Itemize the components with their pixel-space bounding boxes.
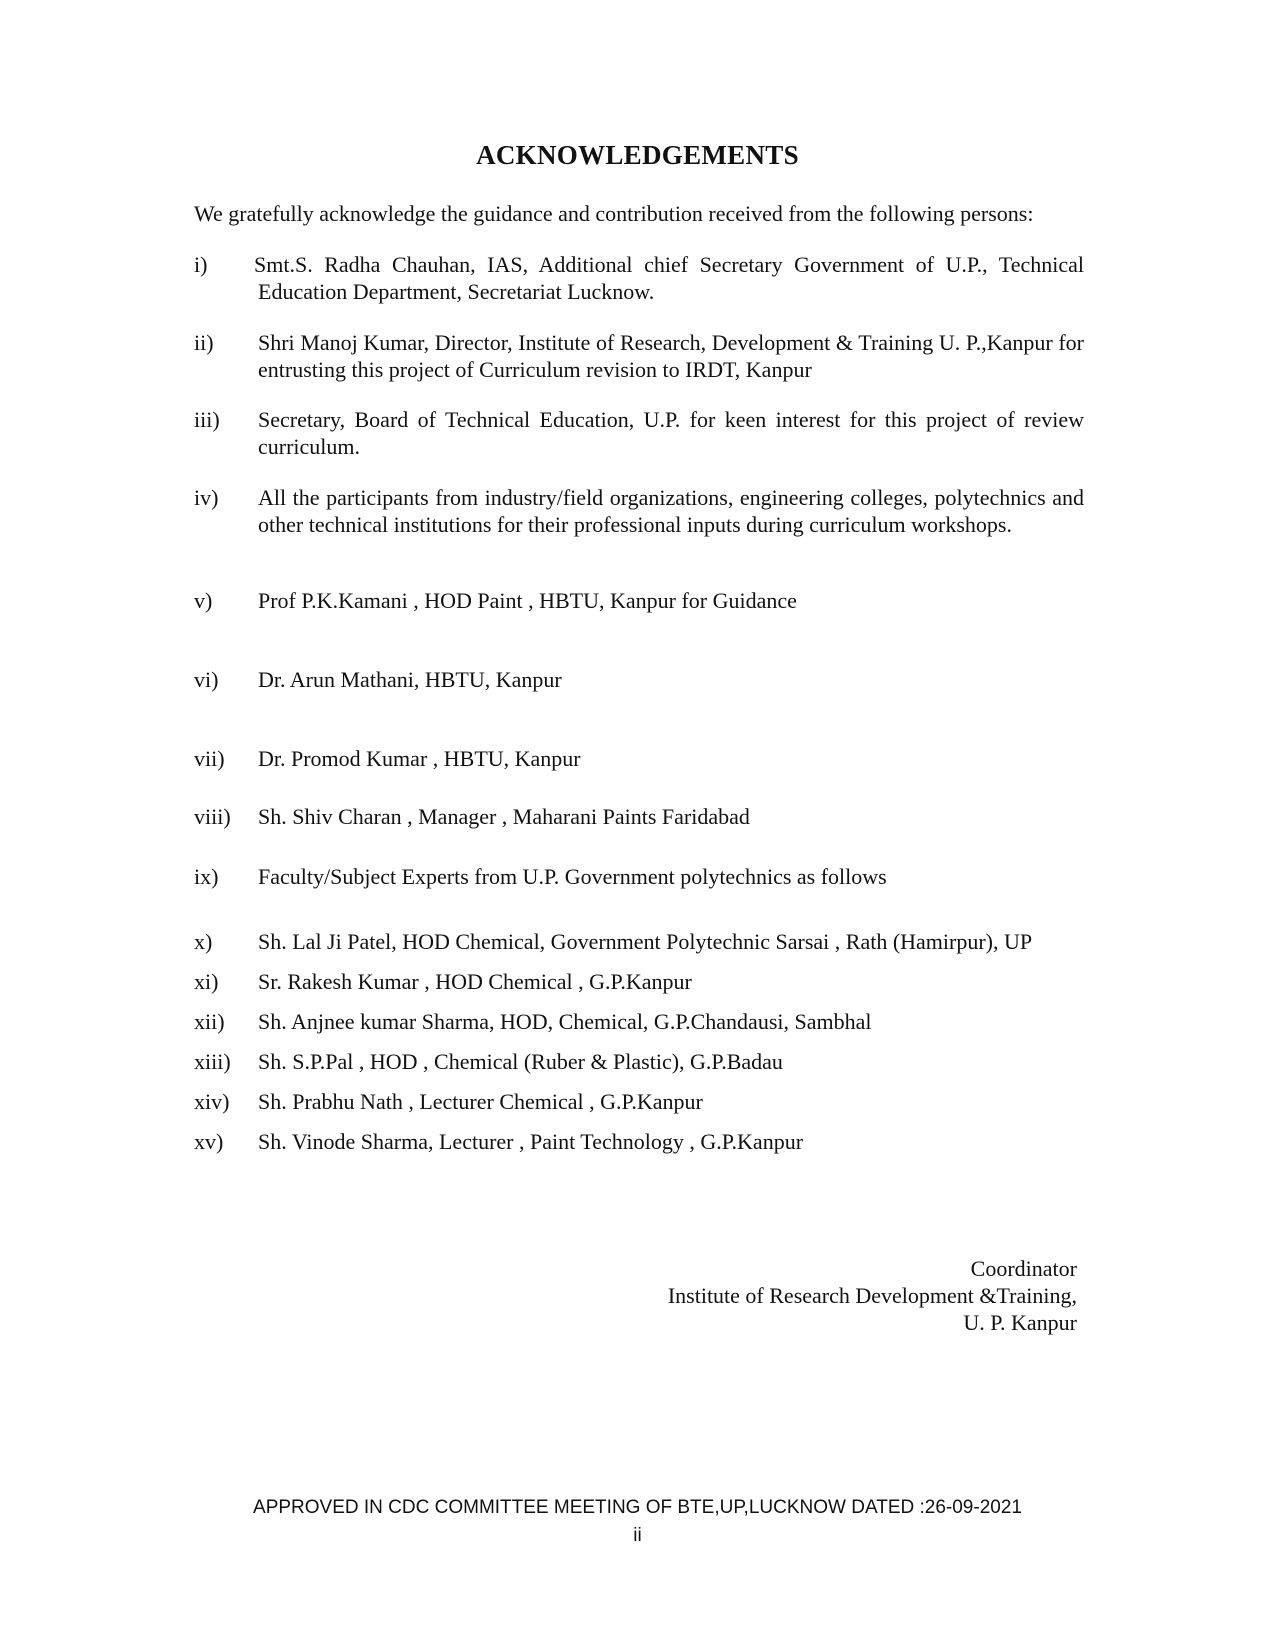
page-title: ACKNOWLEDGEMENTS: [476, 140, 799, 170]
list-item: [194, 329, 1084, 383]
list-item-number: xiii): [194, 1049, 231, 1074]
list-item: [194, 1088, 1084, 1115]
list-item: [194, 251, 1084, 305]
list-item: [194, 928, 1084, 955]
list-item-number: vi): [194, 667, 219, 692]
list-item-text: Secretary, Board of Technical Education, U.P. for keen interest for this project of review curriculum.: [258, 407, 1084, 459]
list-item: [194, 745, 1084, 772]
list-item-text: All the participants from industry/field organizations, engineering colleges, polytechnics and other technical institutions for their professional inputs during curriculum workshops.: [258, 485, 1084, 537]
signature-institute: Institute of Research Development &Training,: [667, 1283, 1077, 1308]
list-item-text: Prof P.K.Kamani , HOD Paint , HBTU, Kanpur for Guidance: [258, 588, 797, 613]
list-item-number: ix): [194, 864, 219, 889]
list-item-text: Smt.S. Radha Chauhan, IAS, Additional chief Secretary Government of U.P., Technical Education Department, Secretariat Lucknow.: [254, 252, 1084, 304]
list-item-text: Faculty/Subject Experts from U.P. Government polytechnics as follows: [258, 864, 887, 889]
list-item-text: Sh. Vinode Sharma, Lecturer , Paint Technology , G.P.Kanpur: [258, 1129, 804, 1154]
list-item-number: xii): [194, 1009, 225, 1034]
list-item-text: Sr. Rakesh Kumar , HOD Chemical , G.P.Kanpur: [258, 969, 692, 994]
list-item-text: Sh. S.P.Pal , HOD , Chemical (Ruber & Plastic), G.P.Badau: [258, 1049, 783, 1074]
list-item: [194, 587, 1084, 614]
list-item: [194, 803, 1084, 830]
list-item-number: xiv): [194, 1089, 230, 1114]
list-item-text: Dr. Promod Kumar , HBTU, Kanpur: [258, 746, 581, 771]
list-item-text: Sh. Lal Ji Patel, HOD Chemical, Government Polytechnic Sarsai , Rath (Hamirpur), UP: [258, 929, 1033, 954]
list-item-number: iv): [194, 485, 219, 510]
list-item: [194, 1048, 1084, 1075]
list-item: [194, 863, 1084, 890]
list-item-number: viii): [194, 804, 231, 829]
list-item-text: Shri Manoj Kumar, Director, Institute of Research, Development & Training U. P.,Kanpur for entrusting this project of Curriculum revision to IRDT, Kanpur: [258, 330, 1084, 382]
list-item-text: Sh. Shiv Charan , Manager , Maharani Paints Faridabad: [258, 804, 750, 829]
list-item-number: v): [194, 588, 213, 613]
page-number: ii: [633, 1525, 642, 1546]
list-item-text: Dr. Arun Mathani, HBTU, Kanpur: [258, 667, 562, 692]
list-item: [194, 968, 1084, 995]
list-item: [194, 1128, 1084, 1155]
list-item-text: Sh. Anjnee kumar Sharma, HOD, Chemical, G.P.Chandausi, Sambhal: [258, 1009, 872, 1034]
signature-block: [668, 1255, 1077, 1336]
list-item-number: vii): [194, 746, 225, 771]
list-item: [194, 406, 1084, 460]
intro-paragraph: We gratefully acknowledge the guidance and contribution received from the following persons:: [194, 201, 1034, 226]
list-item: [194, 1008, 1084, 1035]
list-item-number: ii): [194, 330, 214, 355]
page-footer: [0, 1494, 1275, 1550]
approval-note: APPROVED IN CDC COMMITTEE MEETING OF BTE,UP,LUCKNOW DATED :26-09-2021: [253, 1497, 1022, 1518]
list-item-number: xi): [194, 969, 219, 994]
signature-location: U. P. Kanpur: [963, 1310, 1077, 1335]
list-item-number: xv): [194, 1129, 224, 1154]
list-item-number: iii): [194, 407, 220, 432]
list-item-text: Sh. Prabhu Nath , Lecturer Chemical , G.P.Kanpur: [258, 1089, 703, 1114]
list-item-number: x): [194, 929, 213, 954]
list-item: [194, 666, 1084, 693]
signature-role: Coordinator: [970, 1256, 1077, 1281]
list-item: [194, 484, 1084, 538]
list-item-number: i): [194, 252, 208, 277]
